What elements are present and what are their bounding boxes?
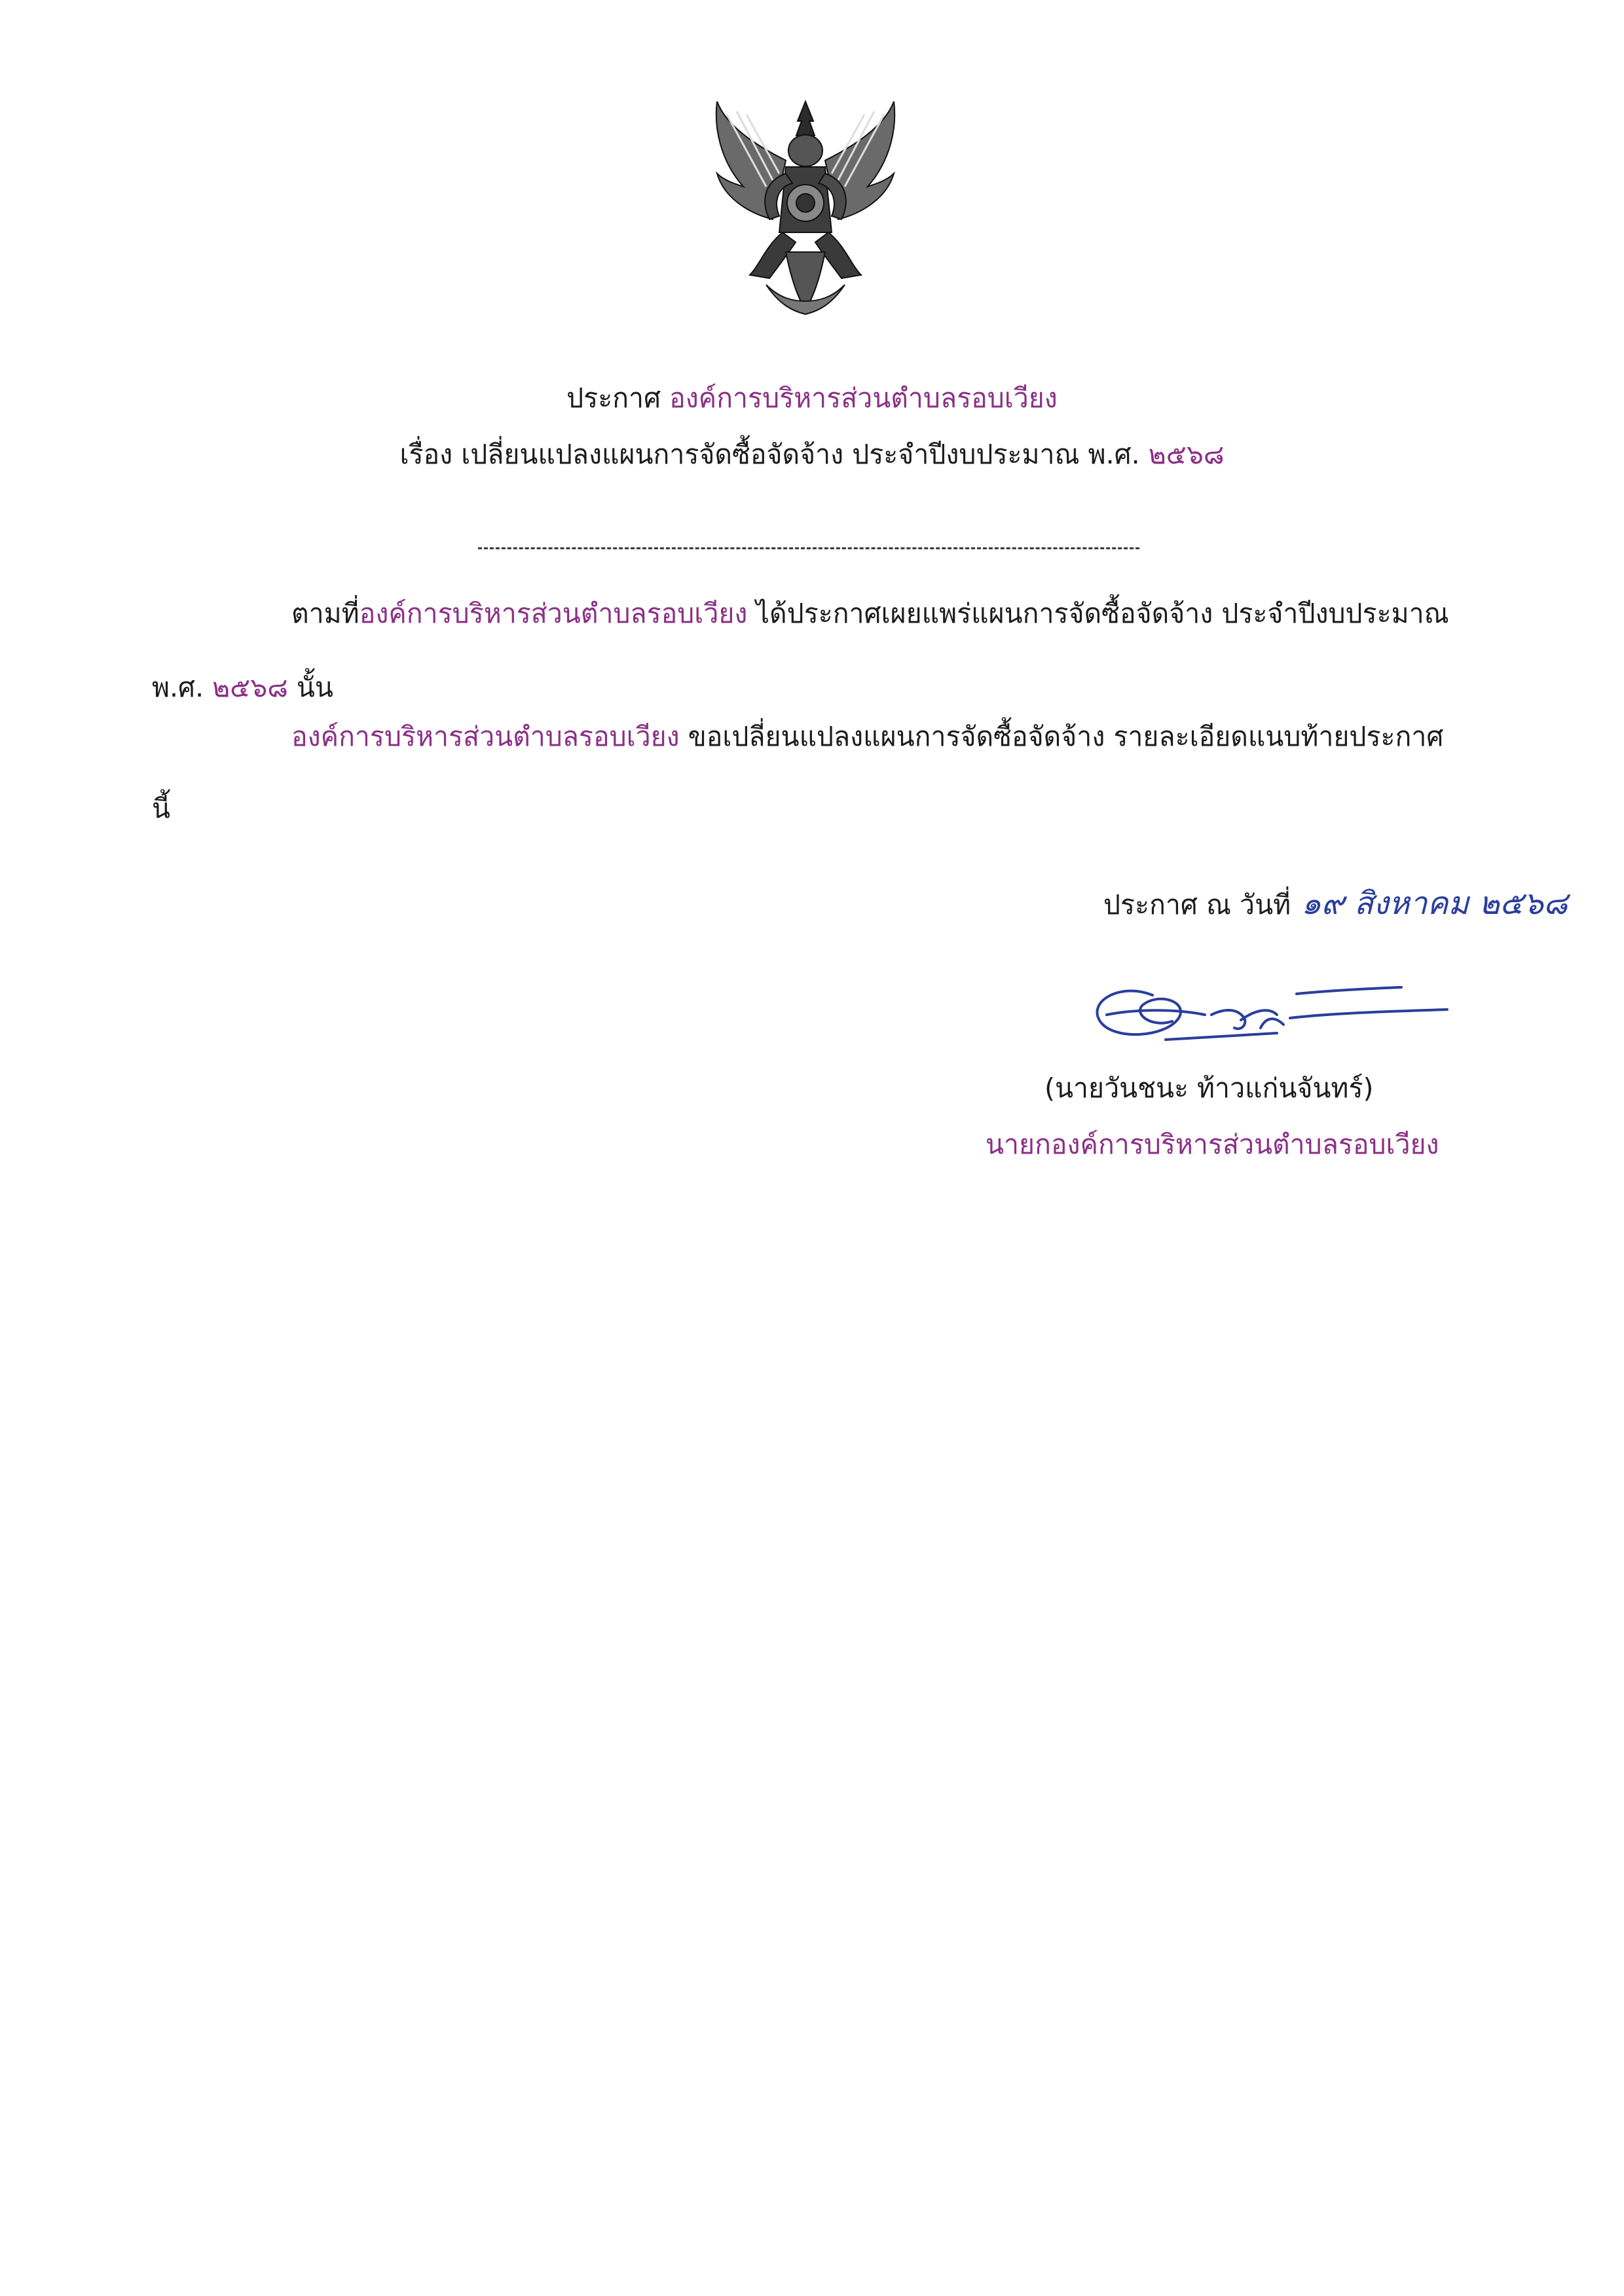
p1-prefix: ตามที่ <box>291 598 360 629</box>
p1-cont-suffix: นั้น <box>287 672 333 703</box>
handwritten-date: ๑๙ สิงหาคม ๒๕๖๘ <box>1301 885 1568 922</box>
paragraph-1-line-1 <box>291 594 1449 633</box>
paragraph-2-line-1 <box>291 717 1443 756</box>
paragraph-2-line-2 <box>152 789 170 828</box>
subject-year: ๒๕๖๘ <box>1148 439 1225 470</box>
p2-text: ขอเปลี่ยนแปลงแผนการจัดซื้อจัดจ้าง รายละเอียดแนบท้ายประกาศ <box>679 721 1444 752</box>
signer-name: (นายวันชนะ ท้าวแก่นจันทร์) <box>1044 1072 1374 1104</box>
date-label: ประกาศ ณ วันที่ <box>1103 889 1291 920</box>
divider-line <box>478 547 1139 549</box>
announcement-title <box>0 378 1624 418</box>
title-prefix: ประกาศ <box>566 382 670 414</box>
organization-name: องค์การบริหารส่วนตำบลรอบเวียง <box>669 382 1058 414</box>
signer-title: นายกองค์การบริหารส่วนตำบลรอบเวียง <box>986 1129 1439 1160</box>
p2-organization: องค์การบริหารส่วนตำบลรอบเวียง <box>291 721 680 752</box>
subject-text: เรื่อง เปลี่ยนแปลงแผนการจัดซื้อจัดจ้าง ประจำปีงบประมาณ พ.ศ. <box>399 439 1149 470</box>
p1-organization: องค์การบริหารส่วนตำบลรอบเวียง <box>359 598 748 629</box>
announcement-date <box>1103 884 1568 924</box>
handwritten-signature-icon <box>1080 969 1460 1054</box>
announcement-subject <box>0 435 1624 474</box>
garuda-emblem-icon <box>688 88 923 324</box>
p2-cont: นี้ <box>152 793 171 824</box>
paragraph-1-line-2 <box>152 668 333 707</box>
p1-cont-prefix: พ.ศ. <box>152 672 213 703</box>
p1-text: ได้ประกาศเผยแพร่แผนการจัดซื้อจัดจ้าง ประจำปีงบประมาณ <box>747 598 1449 629</box>
p1-year: ๒๕๖๘ <box>212 672 288 703</box>
